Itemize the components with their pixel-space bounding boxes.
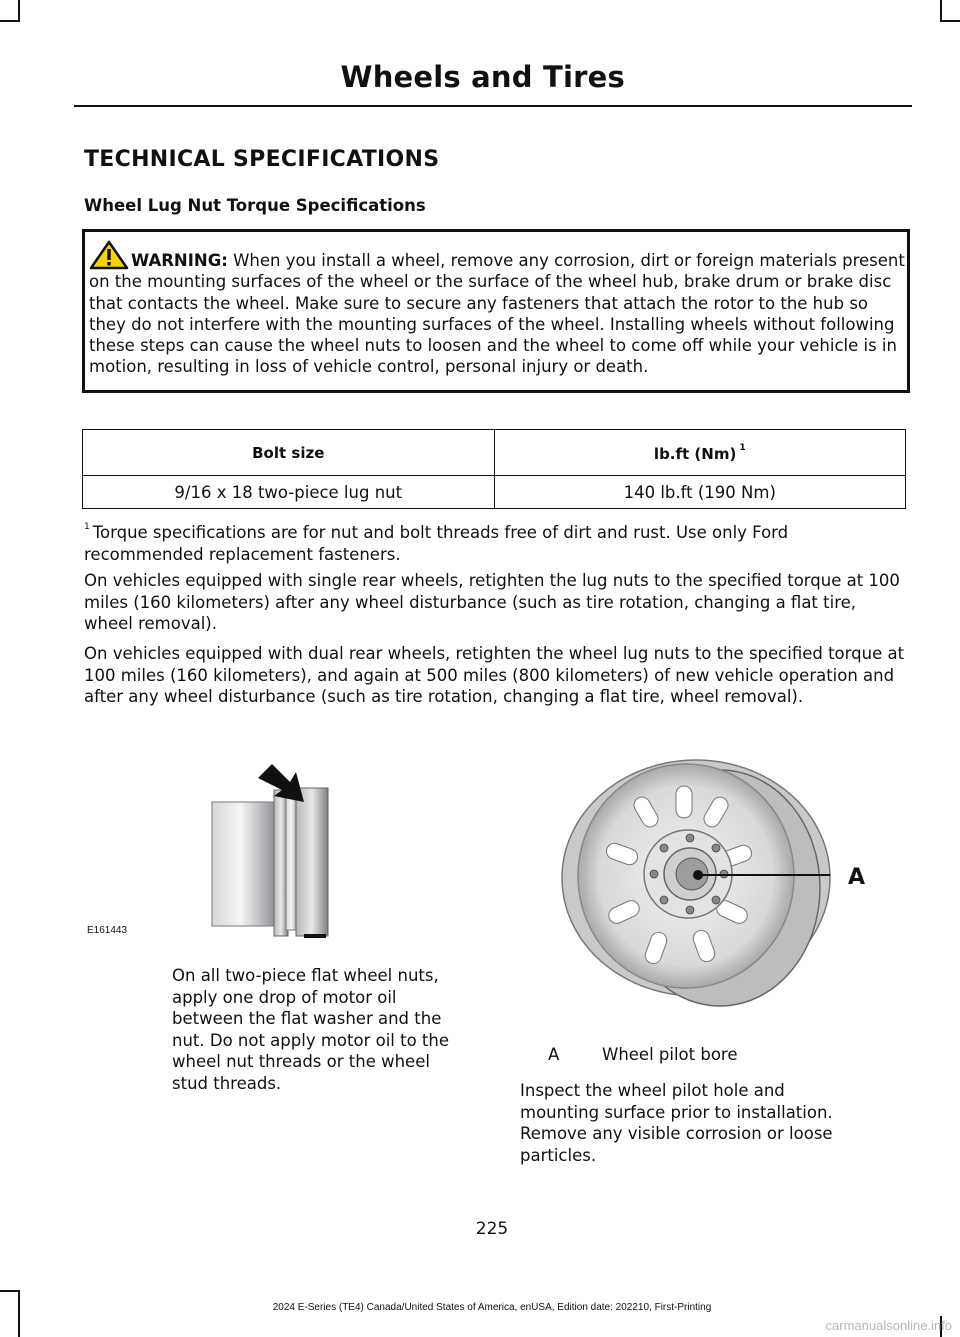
crop-mark: [18, 0, 20, 20]
footnote-text: Torque specifications are for nut and bolt threads free of dirt and rust. Use only Ford recommended replacement fasteners.: [84, 523, 789, 564]
table-footnote: [84, 517, 910, 565]
crop-mark: [0, 20, 20, 22]
crop-mark: [940, 20, 960, 22]
crop-mark: [940, 0, 942, 20]
footnote-ref: 1: [739, 442, 746, 453]
watermark: carmanualsonline.info: [825, 1318, 952, 1333]
page-footer: 2024 E-Series (TE4) Canada/United States of America, enUSA, Edition date: 202210, First-Printing: [272, 1302, 712, 1313]
paragraph-dual-rear: On vehicles equipped with dual rear wheels, retighten the wheel lug nuts to the specified torque at 100 miles (160 kilometers), and again at 500 miles (800 kilometers) of new vehicle operation and after any wheel disturbance (such as tire rotation, changing a flat tire, wheel removal).: [84, 644, 905, 706]
sub-title: Wheel Lug Nut Torque Specifications: [84, 196, 426, 215]
section-title: TECHNICAL SPECIFICATIONS: [84, 147, 440, 172]
legend-text: Wheel pilot bore: [602, 1045, 738, 1064]
figure-code: E161443: [87, 925, 128, 936]
torque-spec-table: [82, 429, 906, 509]
wheel-callout-a: A: [848, 865, 866, 890]
page-number: 225: [475, 1219, 509, 1239]
warning-text: When you install a wheel, remove any corrosion, dirt or foreign materials present on the mounting surfaces of the wheel or the surface of the wheel hub, brake drum or brake disc that contacts the wheel. Make sure to secure any fasteners that attach the rotor to the hub so they do not interfere with the mounting surfaces of the wheel. Installing wheels without following these steps can cause the wheel nuts to loosen and the wheel to come off while your vehicle is in motion, resulting in loss of vehicle control, personal injury or death.: [89, 251, 905, 377]
wheel-caption: Inspect the wheel pilot hole and mounting surface prior to installation. Remove any visible corrosion or loose particles.: [520, 1081, 833, 1165]
warning-label: WARNING:: [131, 251, 228, 270]
page-header-title: Wheels and Tires: [340, 60, 625, 94]
paragraph-single-rear: On vehicles equipped with single rear wheels, retighten the lug nuts to the specified torque at 100 miles (160 kilometers) after any wheel disturbance (such as tire rotation, changing a flat tire, wheel removal).: [84, 571, 900, 633]
table-row: [83, 476, 906, 509]
table-header-row: [83, 430, 906, 476]
warning-box: [82, 229, 910, 393]
warning-triangle-icon: [89, 240, 129, 270]
crop-mark: [0, 1290, 20, 1292]
cell-torque: 140 lb.ft (190 Nm): [494, 476, 906, 509]
legend-letter: A: [548, 1045, 560, 1064]
footnote-marker: 1: [84, 522, 90, 532]
lug-nut-caption: On all two-piece flat wheel nuts, apply one drop of motor oil between the flat washer and the nut. Do not apply motor oil to the wheel nut threads or the wheel stud threads.: [172, 966, 449, 1093]
header-torque: lb.ft (Nm) $^1$: [494, 430, 906, 476]
wheel-illustration: [558, 756, 878, 1018]
cell-bolt-size: 9/16 x 18 two-piece lug nut: [83, 476, 495, 509]
lug-nut-illustration: [200, 756, 340, 940]
header-bolt-size: Bolt size: [83, 430, 495, 476]
crop-mark: [18, 1290, 20, 1337]
header-divider: [74, 105, 912, 107]
